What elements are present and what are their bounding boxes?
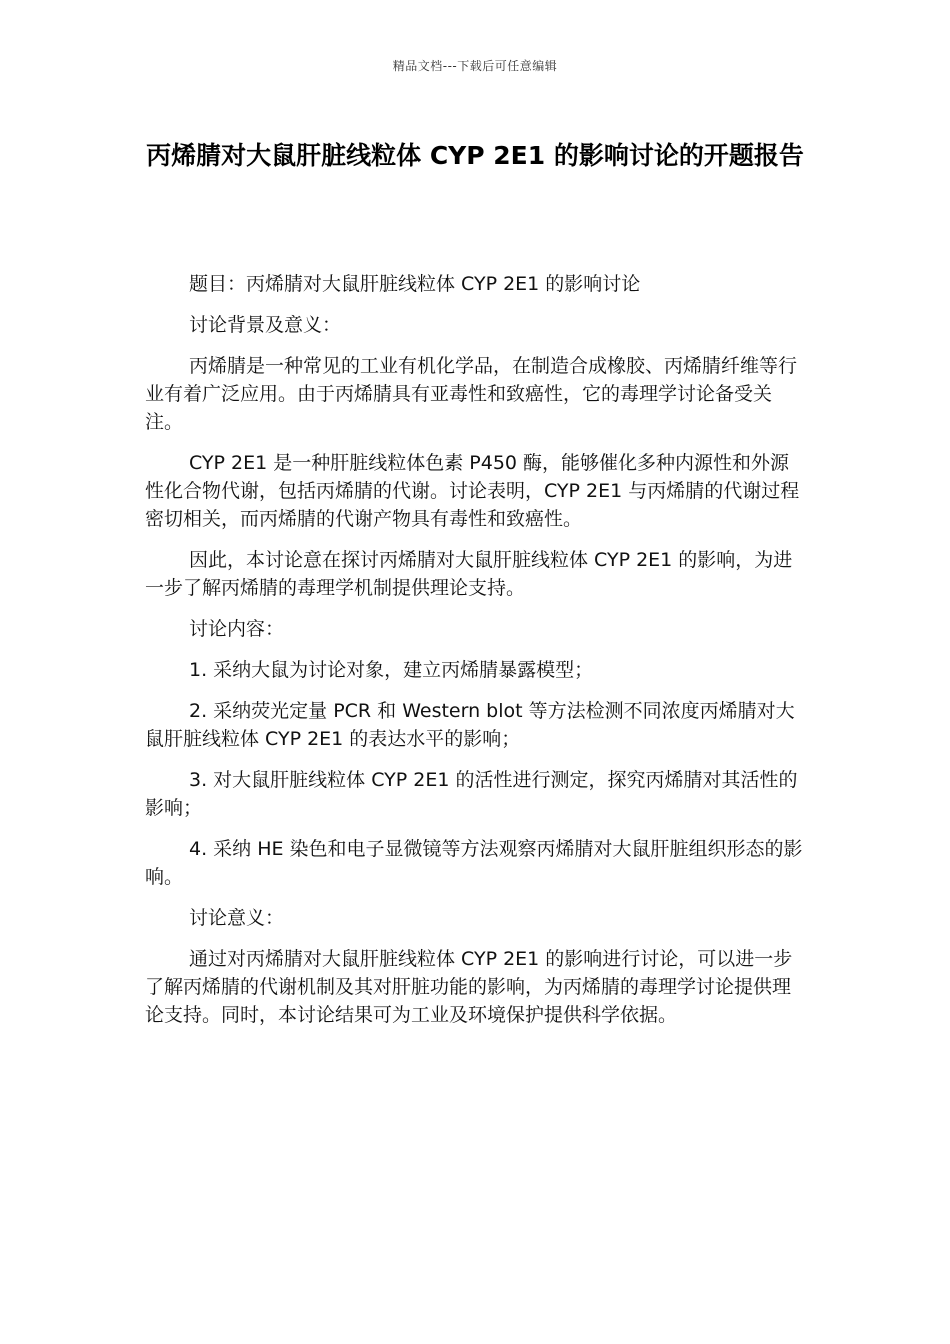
content-heading: 讨论内容：	[189, 618, 285, 640]
content-item-1: 1. 采纳大鼠为讨论对象，建立丙烯腈暴露模型；	[189, 659, 594, 681]
page-title: 丙烯腈对大鼠肝脏线粒体 CYP 2E1 的影响讨论的开题报告	[146, 141, 804, 170]
content-item-2: 2. 采纳荧光定量 PCR 和 Western blot 等方法检测不同浓度丙烯腈对大鼠肝脏线粒体 CYP 2E1 的表达水平的影响；	[145, 700, 795, 750]
background-heading: 讨论背景及意义：	[189, 314, 342, 336]
background-paragraph-3: 因此，本讨论意在探讨丙烯腈对大鼠肝脏线粒体 CYP 2E1 的影响，为进一步了解丙烯腈的毒理学机制提供理论支持。	[145, 549, 793, 599]
significance-heading: 讨论意义：	[189, 907, 285, 929]
topic-paragraph: 题目：丙烯腈对大鼠肝脏线粒体 CYP 2E1 的影响讨论	[189, 273, 641, 295]
background-paragraph-2: CYP 2E1 是一种肝脏线粒体色素 P450 酶，能够催化多种内源性和外源性化合物代谢，包括丙烯腈的代谢。讨论表明，CYP 2E1 与丙烯腈的代谢过程密切相关，而丙烯腈的代谢产物具有毒性和致癌性。	[145, 452, 800, 530]
significance-paragraph: 通过对丙烯腈对大鼠肝脏线粒体 CYP 2E1 的影响进行讨论，可以进一步了解丙烯腈的代谢机制及其对肝脏功能的影响，为丙烯腈的毒理学讨论提供理论支持。同时，本讨论结果可为工业及环境保护提供科学依据。	[145, 948, 793, 1026]
content-item-3: 3. 对大鼠肝脏线粒体 CYP 2E1 的活性进行测定，探究丙烯腈对其活性的影响；	[145, 769, 798, 819]
document-body	[145, 270, 805, 1042]
content-item-4: 4. 采纳 HE 染色和电子显微镜等方法观察丙烯腈对大鼠肝脏组织形态的影响。	[145, 838, 803, 888]
header-note: 精品文档---下载后可任意编辑	[392, 59, 558, 73]
background-paragraph-1: 丙烯腈是一种常见的工业有机化学品，在制造合成橡胶、丙烯腈纤维等行业有着广泛应用。由于丙烯腈具有亚毒性和致癌性，它的毒理学讨论备受关注。	[145, 355, 798, 433]
